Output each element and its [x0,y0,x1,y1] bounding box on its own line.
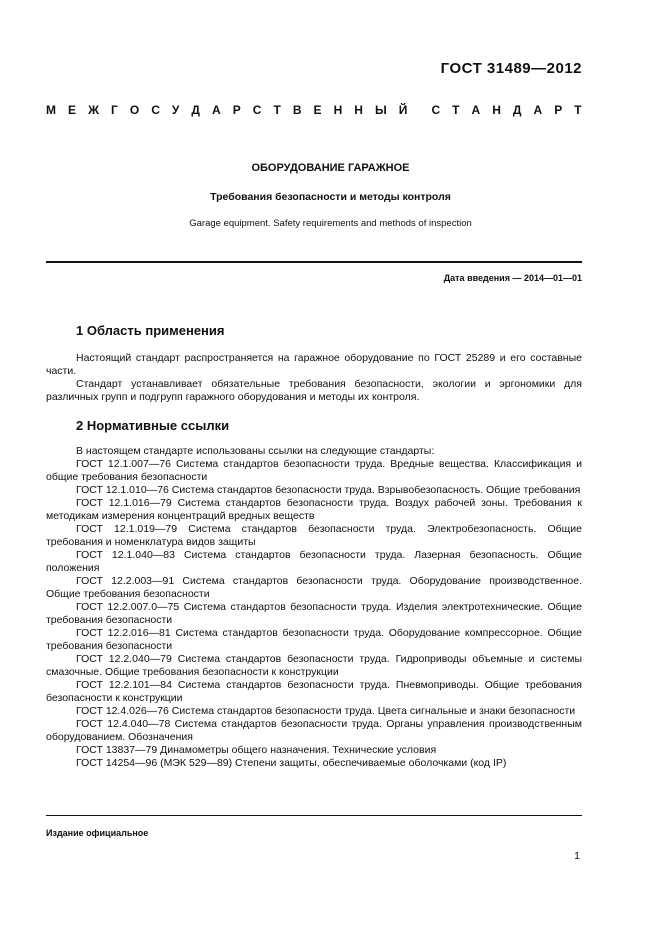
banner-letter: Й [398,103,408,117]
banner-letter: Г [110,103,118,117]
banner-letter: Р [232,103,241,117]
reference-item: ГОСТ 12.2.007.0—75 Система стандартов безопасности труда. Изделия электротехнические. Общие требования безопасности [46,601,582,626]
reference-item: ГОСТ 12.2.016—81 Система стандартов безопасности труда. Оборудование компрессорное. Общие требования безопасности [46,627,582,652]
reference-item: ГОСТ 12.1.010—76 Система стандартов безопасности труда. Взрывобезопасность. Общие требования [76,484,581,496]
footer-divider [46,815,582,816]
section-body-normative-references [46,445,582,770]
reference-item: ГОСТ 12.2.101—84 Система стандартов безопасности труда. Пневмоприводы. Общие требования безопасности к конструкции [46,679,582,704]
banner-letter: С [252,103,262,117]
reference-item: ГОСТ 12.4.026—76 Система стандартов безопасности труда. Цвета сигнальные и знаки безопасности [76,705,576,717]
reference-item: ГОСТ 12.2.003—91 Система стандартов безопасности труда. Оборудование производственное. Общие требования безопасности [46,575,582,600]
banner-letter: А [533,103,543,117]
banner-letter: С [431,103,441,117]
page-number: 1 [574,850,580,862]
section-heading-normative-references: 2 Нормативные ссылки [76,418,230,433]
reference-item: ГОСТ 12.1.016—79 Система стандартов безопасности труда. Воздух рабочей зоны. Требования к методикам измерения концентраций вредных веществ [46,497,582,522]
banner-letter: О [129,103,140,117]
banner-letter: Н [333,103,343,117]
banner-letter: Д [191,103,200,117]
banner-letter: Т [452,103,460,117]
title-divider [46,261,582,263]
reference-item: ГОСТ 12.1.007—76 Система стандартов безопасности труда. Вредные вещества. Классификация и общие требования безопасности [46,458,582,483]
banner-letter: Т [273,103,281,117]
reference-item: ГОСТ 13837—79 Динамометры общего назначения. Технические условия [76,744,437,756]
section-body-scope [46,352,582,404]
paragraph: В настоящем стандарте использованы ссылки на следующие стандарты: [76,445,435,457]
banner-letter: А [211,103,221,117]
section-heading-scope: 1 Область применения [76,323,225,338]
banner-letter: Е [68,103,77,117]
reference-item: ГОСТ 12.4.040—78 Система стандартов безопасности труда. Органы управления производственным оборудованием. Обозначения [46,718,582,743]
reference-item: ГОСТ 12.1.019—79 Система стандартов безопасности труда. Электробезопасность. Общие требования и номенклатура видов защиты [46,523,582,548]
document-subtitle: Требования безопасности и методы контроля [210,191,451,203]
banner-letter: Е [313,103,322,117]
banner-letter: С [151,103,160,117]
banner-letter: М [46,103,56,117]
banner-letter: Н [492,103,501,117]
banner-letter: Н [354,103,363,117]
document-title-english: Garage equipment. Safety requirements and methods of inspection [189,218,472,229]
banner-letter: А [471,103,481,117]
introduction-date: Дата введения — 2014—01—01 [443,273,582,283]
reference-item: ГОСТ 12.2.040—79 Система стандартов безопасности труда. Гидроприводы объемные и системы смазочные. Общие требования безопасности к конструкции [46,653,582,678]
official-edition-label: Издание официальное [46,828,149,838]
banner-letter: Р [554,103,563,117]
paragraph: Настоящий стандарт распространяется на гаражное оборудование по ГОСТ 25289 и его составные части. [46,352,582,377]
paragraph: Стандарт устанавливает обязательные требования безопасности, экологии и эргономики для различных групп и подгрупп гаражного оборудования и методы их контроля. [46,378,582,403]
reference-item: ГОСТ 14254—96 (МЭК 529—89) Степени защиты, обеспечиваемые оболочками (код IP) [76,757,507,769]
document-title: ОБОРУДОВАНИЕ ГАРАЖНОЕ [251,162,410,174]
banner-letter: Ж [88,103,99,117]
gost-number: ГОСТ 31489—2012 [440,60,582,77]
banner-letter: Ы [374,103,387,117]
reference-item: ГОСТ 12.1.040—83 Система стандартов безопасности труда. Лазерная безопасность. Общие положения [46,549,582,574]
banner-letter: Д [512,103,522,117]
banner-letter: Т [574,103,582,117]
banner-letter: В [292,103,302,117]
interstate-standard-banner [46,103,582,117]
banner-letter: У [171,103,180,117]
